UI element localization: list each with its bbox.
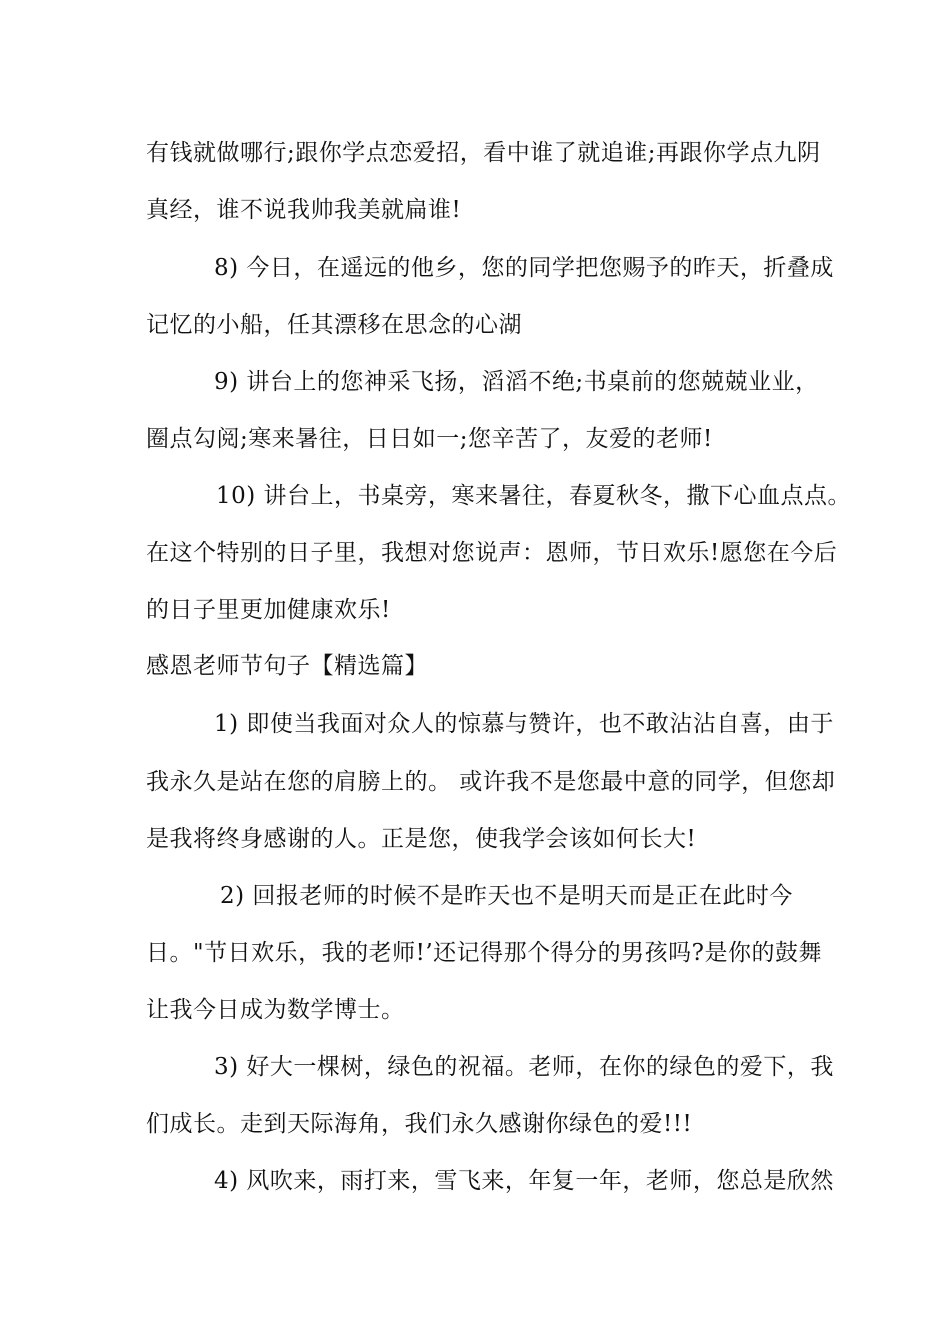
- paragraph-1-line: 1) 即使当我面对众人的惊慕与赞许，也不敢沾沾自喜，由于: [214, 711, 834, 737]
- text-line: 们成长。走到天际海角，我们永久感谢你绿色的爱!!!: [146, 1111, 693, 1137]
- text-line: 的日子里更加健康欢乐!: [146, 597, 391, 623]
- text-line: 日。"节日欢乐，我的老师!’还记得那个得分的男孩吗?是你的鼓舞: [146, 940, 822, 966]
- paragraph-8-line: 8) 今日，在遥远的他乡，您的同学把您赐予的昨天，折叠成: [214, 255, 834, 281]
- paragraph-2-line: 2) 回报老师的时候不是昨天也不是明天而是正在此时今: [220, 883, 793, 909]
- paragraph-4-line: 4) 风吹来，雨打来，雪飞来，年复一年，老师，您总是欣然: [214, 1168, 834, 1194]
- text-line: 圈点勾阅;寒来暑往，日日如一;您辛苦了，友爱的老师!: [146, 426, 713, 452]
- text-line: 记忆的小船，任其漂移在思念的心湖: [146, 312, 522, 338]
- text-line: 真经，谁不说我帅我美就扁谁!: [146, 197, 462, 223]
- text-line: 是我将终身感谢的人。正是您，使我学会该如何长大!: [146, 826, 697, 852]
- paragraph-3-line: 3) 好大一棵树，绿色的祝福。老师，在你的绿色的爱下，我: [214, 1054, 834, 1080]
- paragraph-10-line: 10) 讲台上，书桌旁，寒来暑往，春夏秋冬，撒下心血点点。: [216, 483, 852, 509]
- paragraph-9-line: 9) 讲台上的您神采飞扬，滔滔不绝;书桌前的您兢兢业业，: [214, 369, 819, 395]
- text-line: 有钱就做哪行;跟你学点恋爱招，看中谁了就追谁;再跟你学点九阴: [146, 140, 821, 166]
- text-line: 在这个特别的日子里，我想对您说声：恩师，节日欢乐!愿您在今后: [146, 540, 838, 566]
- section-heading: 感恩老师节句子【精选篇】: [146, 653, 428, 679]
- text-line: 让我今日成为数学博士。: [146, 997, 405, 1023]
- text-line: 我永久是站在您的肩膀上的。 或许我不是您最中意的同学，但您却: [146, 769, 836, 795]
